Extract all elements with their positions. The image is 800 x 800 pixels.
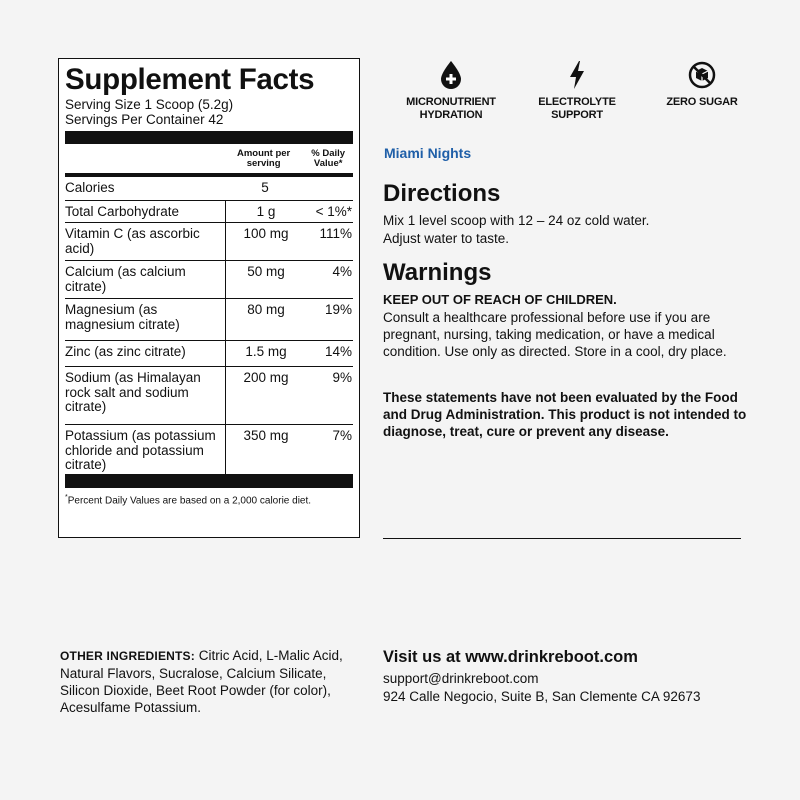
nutrient-amount: 50 mg [225, 261, 306, 298]
facts-row [65, 201, 353, 223]
nutrient-dv: 14% [324, 344, 352, 359]
fda-disclaimer: These statements have not been evaluated by the Food and Drug Administration. This product is not intended to diagnose, treat, cure or prevent any disease. [383, 390, 747, 439]
footnote-text: Percent Daily Values are based on a 2,000 calorie diet. [67, 495, 312, 507]
servings-per-container: Servings Per Container 42 [65, 112, 224, 127]
contact-info [383, 670, 700, 706]
directions-line: Mix 1 level scoop with 12 – 24 oz cold water. [383, 213, 650, 228]
company-address: 924 Calle Negocio, Suite B, San Clemente CA 92673 [383, 689, 701, 704]
badge-label: ELECTROLYTE [538, 96, 616, 108]
supplement-facts-panel [58, 58, 360, 538]
other-ingredients [60, 647, 360, 716]
ingredients-text: Citric Acid, L-Malic Acid, Natural Flavors, Sucralose, Calcium Silicate, Silicon Dioxide, Beet Root Powder (for color), Acesulfame Potassium. [60, 648, 343, 715]
nutrient-name: Vitamin C (as ascorbic acid) [65, 226, 200, 256]
nutrient-dv: < 1%* [315, 204, 352, 219]
daily-value-column-label: % Daily Value* [311, 148, 346, 169]
footnote-mark: * [65, 494, 68, 501]
directions-heading: Directions [383, 180, 501, 207]
facts-row [65, 223, 353, 261]
facts-divider-bottom [65, 475, 353, 488]
nutrient-dv: 4% [332, 264, 352, 279]
facts-row [65, 425, 353, 475]
facts-column-header [65, 147, 353, 177]
nutrient-name: Potassium (as potassium chloride and potassium citrate) [65, 428, 216, 472]
no-sugar-cube-icon [687, 60, 717, 90]
nutrient-dv: 7% [332, 428, 352, 443]
badge-zero-sugar [652, 60, 752, 109]
directions-line: Adjust water to taste. [383, 231, 510, 246]
flavor-name: Miami Nights [384, 145, 472, 161]
nutrient-amount: 100 mg [225, 223, 306, 260]
nutrient-name: Calcium (as calcium citrate) [65, 264, 186, 294]
nutrient-amount: 1.5 mg [225, 341, 306, 366]
nutrient-name: Zinc (as zinc citrate) [65, 344, 186, 359]
facts-row [65, 367, 353, 425]
nutrient-amount: 200 mg [225, 367, 306, 424]
nutrient-amount: 5 [261, 180, 269, 195]
warnings-body: Consult a healthcare professional before use if you are pregnant, nursing, taking medication, or have a medical condition. Use only as directed. Store in a cool, dry place. [383, 310, 727, 359]
section-divider [383, 538, 741, 539]
nutrient-dv [305, 177, 351, 200]
nutrient-amount: 350 mg [225, 425, 306, 474]
facts-divider-top [65, 131, 353, 144]
warnings-heading: Warnings [383, 259, 492, 286]
facts-row [65, 299, 353, 341]
badge-label: ZERO SUGAR [666, 96, 738, 108]
badge-electrolyte-support [527, 60, 627, 122]
nutrient-dv: 9% [332, 370, 352, 385]
facts-row [65, 177, 353, 201]
badge-micronutrient-hydration [395, 60, 507, 122]
droplet-plus-icon [438, 60, 464, 90]
facts-footnote [65, 488, 353, 506]
badge-label: MICRONUTRIENT [406, 96, 496, 108]
ingredients-label: OTHER INGREDIENTS: [60, 649, 195, 663]
warnings-keep-away: KEEP OUT OF REACH OF CHILDREN. [383, 292, 617, 307]
badge-label: HYDRATION [419, 109, 483, 121]
badge-label: SUPPORT [551, 109, 603, 121]
nutrient-name: Calories [65, 180, 115, 195]
serving-size: Serving Size 1 Scoop (5.2g) [65, 97, 234, 112]
nutrient-name: Magnesium (as magnesium citrate) [65, 302, 180, 332]
facts-row [65, 261, 353, 299]
nutrient-dv: 19% [324, 302, 352, 317]
website-line: Visit us at www.drinkreboot.com [383, 648, 638, 666]
support-email: support@drinkreboot.com [383, 671, 539, 686]
nutrient-amount: 80 mg [225, 299, 306, 340]
nutrient-name: Sodium (as Himalayan rock salt and sodium citrate) [65, 370, 201, 414]
facts-row [65, 341, 353, 367]
amount-column-label: Amount per serving [236, 148, 291, 169]
nutrient-amount: 1 g [225, 201, 306, 222]
lightning-bolt-icon [567, 60, 587, 90]
nutrient-dv: 111% [319, 226, 352, 241]
facts-title: Supplement Facts [65, 63, 315, 96]
nutrient-name: Total Carbohydrate [65, 204, 180, 219]
